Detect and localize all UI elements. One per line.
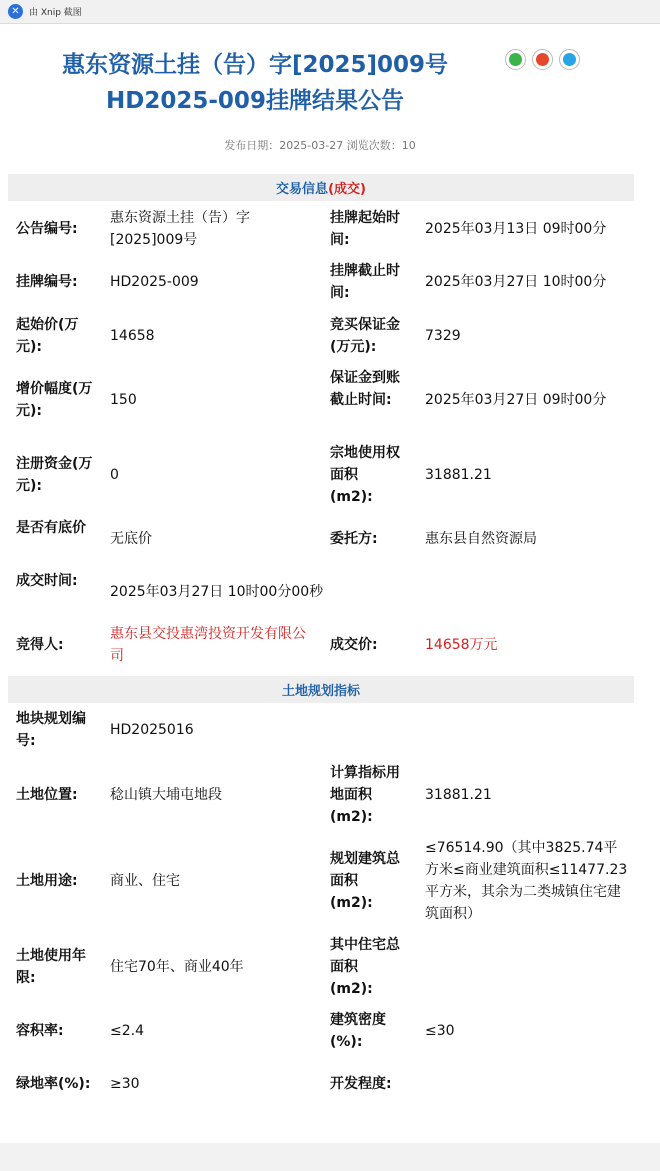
deposit-value: 7329 — [425, 328, 461, 344]
wechat-share-button[interactable] — [505, 49, 526, 70]
area-value: 31881.21 — [425, 467, 492, 483]
calc-area-label: 计算指标用地面积(m2): — [330, 765, 400, 825]
qq-icon — [563, 53, 576, 66]
deal-time-value: 2025年03月27日 10时00分00秒 — [110, 584, 324, 600]
weibo-icon — [536, 53, 549, 66]
far-label: 容积率: — [16, 1023, 64, 1039]
end-time-value: 2025年03月27日 10时00分 — [425, 274, 607, 290]
increment-value: 150 — [110, 392, 137, 408]
deposit-label: 竞买保证金(万元): — [330, 317, 400, 355]
listing-no-label: 挂牌编号: — [16, 274, 78, 290]
density-value: ≤30 — [425, 1023, 455, 1039]
listing-no-value: HD2025-009 — [110, 274, 199, 290]
page-title-line1: 惠东资源土挂（告）字[2025]009号 — [61, 52, 449, 78]
capture-toolbar — [0, 0, 660, 24]
entrust-value: 惠东县自然资源局 — [425, 531, 537, 547]
notice-no-label: 公告编号: — [16, 221, 78, 237]
reserve-label: 是否有底价 — [16, 520, 86, 536]
trade-info-header — [8, 174, 634, 201]
location-value: 稔山镇大埔屯地段 — [110, 787, 222, 803]
far-value: ≤2.4 — [110, 1023, 144, 1039]
density-label: 建筑密度(%): — [330, 1012, 386, 1050]
trade-info-title: 交易信息 — [276, 182, 329, 197]
plot-no-value: HD2025016 — [110, 722, 194, 738]
publish-meta: 发布日期：2025-03-27 浏览次数：10 — [224, 139, 416, 152]
trade-status: (成交) — [328, 182, 366, 197]
end-time-label: 挂牌截止时间: — [330, 263, 400, 301]
reserve-value: 无底价 — [110, 531, 152, 547]
page-footer — [0, 1143, 660, 1171]
deposit-deadline-label: 保证金到账截止时间: — [330, 370, 400, 408]
green-value: ≥30 — [110, 1076, 140, 1092]
weibo-share-button[interactable] — [532, 49, 553, 70]
use-label: 土地用途: — [16, 873, 78, 889]
deal-price-label: 成交价: — [330, 637, 378, 653]
winner-label: 竞得人: — [16, 637, 64, 653]
build-area-value: ≤76514.90（其中3825.74平方米≤商业建筑面积≤11477.23平方米，其余为二类城镇住宅建筑面积） — [425, 840, 628, 922]
dev-label: 开发程度: — [330, 1076, 392, 1092]
increment-label: 增价幅度(万元): — [16, 381, 93, 419]
start-price-value: 14658 — [110, 328, 155, 344]
plot-no-label: 地块规划编号: — [16, 711, 86, 749]
deal-price-value: 14658万元 — [425, 637, 498, 653]
start-price-label: 起始价(万元): — [16, 317, 79, 355]
green-label: 绿地率(%): — [16, 1076, 91, 1092]
winner-value: 惠东县交投惠湾投资开发有限公司 — [110, 626, 306, 664]
use-value: 商业、住宅 — [110, 873, 180, 889]
term-value: 住宅70年、商业40年 — [110, 959, 244, 975]
location-label: 土地位置: — [16, 787, 78, 803]
capital-label: 注册资金(万元): — [16, 456, 93, 494]
land-planning-header — [8, 676, 634, 703]
capital-value: 0 — [110, 467, 119, 483]
start-time-value: 2025年03月13日 09时00分 — [425, 221, 607, 237]
build-area-label: 规划建筑总面积(m2): — [330, 851, 400, 911]
deal-time-label: 成交时间: — [16, 573, 78, 589]
res-area-label: 其中住宅总面积(m2): — [330, 937, 400, 997]
qq-share-button[interactable] — [559, 49, 580, 70]
wechat-icon — [509, 53, 522, 66]
area-label: 宗地使用权面积(m2): — [330, 445, 400, 505]
capture-label: 由 Xnip 截图 — [29, 8, 82, 18]
xnip-logo-icon: ✕ — [8, 4, 23, 19]
notice-no-value: 惠东资源土挂（告）字[2025]009号 — [110, 210, 250, 248]
page-title-line2: HD2025-009挂牌结果公告 — [106, 88, 404, 114]
start-time-label: 挂牌起始时间: — [330, 210, 400, 248]
term-label: 土地使用年限: — [16, 948, 86, 986]
land-planning-title: 土地规划指标 — [281, 684, 360, 699]
deposit-deadline-value: 2025年03月27日 09时00分 — [425, 392, 607, 408]
entrust-label: 委托方: — [330, 531, 378, 547]
calc-area-value: 31881.21 — [425, 787, 492, 803]
